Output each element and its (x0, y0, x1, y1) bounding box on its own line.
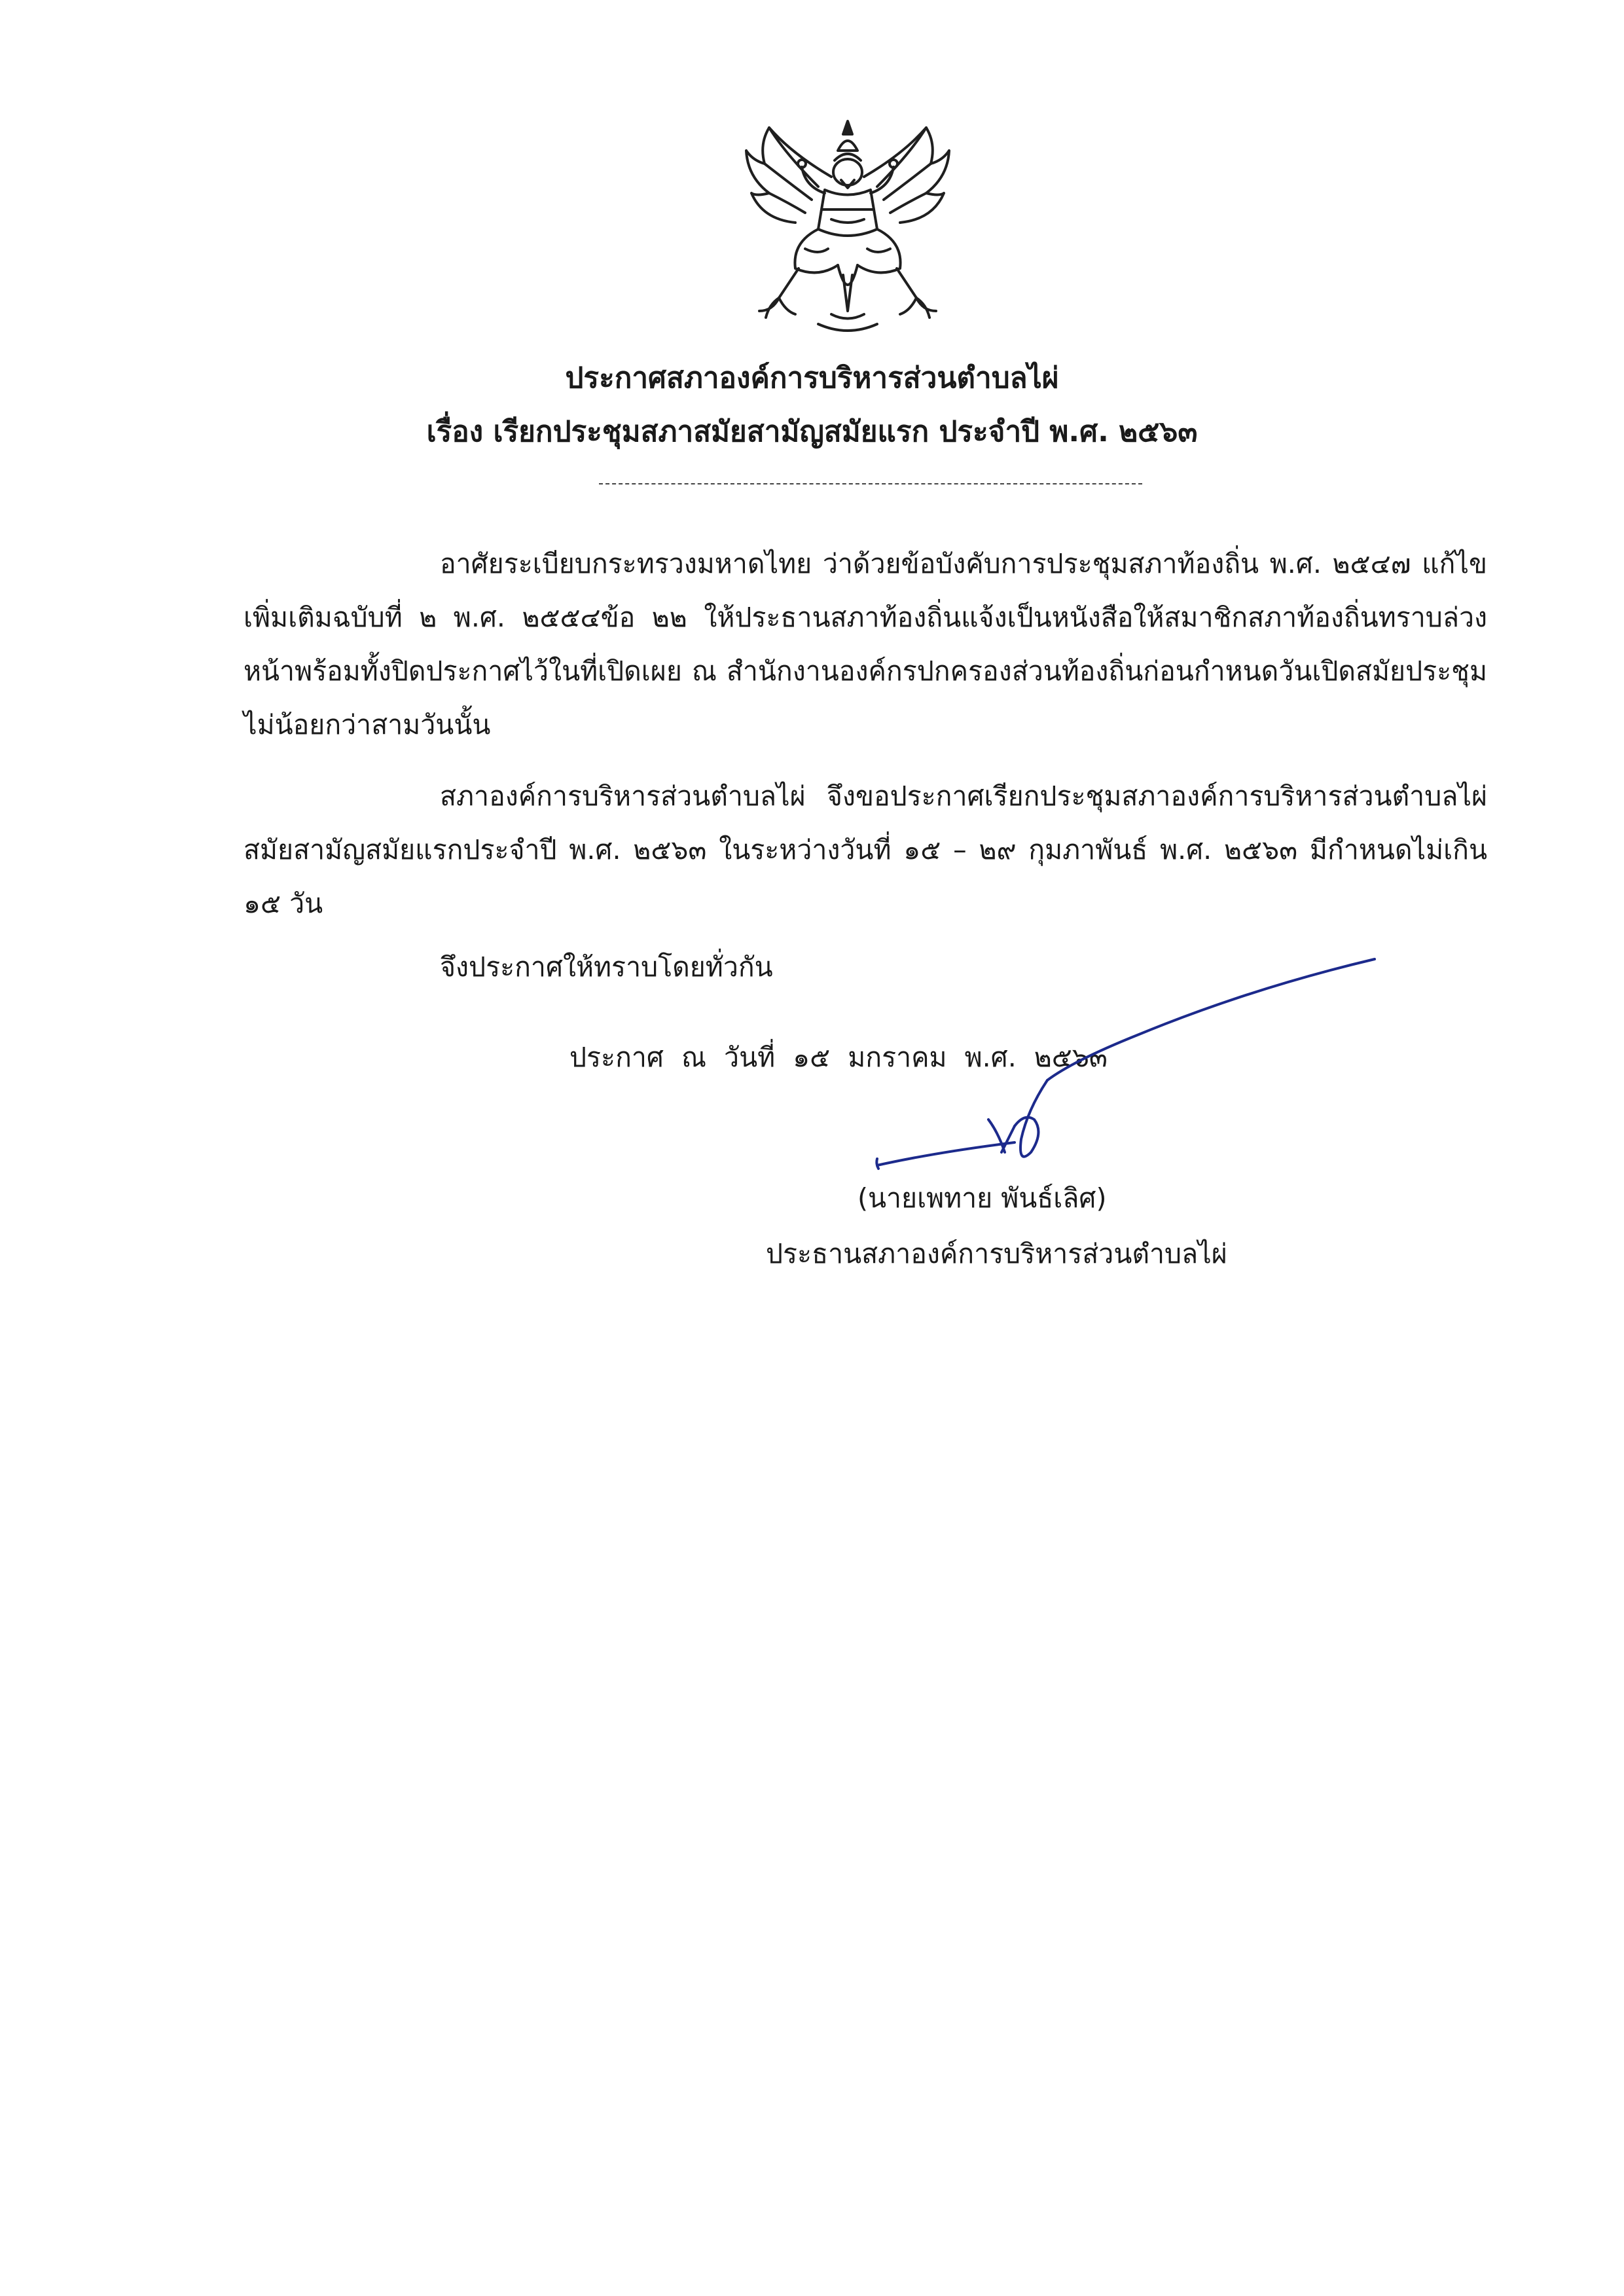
body-paragraph-1: อาศัยระเบียบกระทรวงมหาดไทย ว่าด้วยข้อบังคับการประชุมสภาท้องถิ่น พ.ศ. ๒๕๔๗ แก้ไขเพิ่มเติมฉบับที่ ๒ พ.ศ. ๒๕๕๔ข้อ ๒๒ ให้ประธานสภาท้องถิ่นแจ้งเป็นหนังสือให้สมาชิกสภาท้องถิ่นทราบล่วงหน้าพร้อมทั้งปิดประกาศไว้ในที่เปิดเผย ณ สำนักงานองค์กรปกครองส่วนท้องถิ่นก่อนกำหนดวันเปิดสมัยประชุมไม่น้อยกว่าสามวันนั้น (244, 548, 1487, 740)
signer-name: (นายเพทาย พันธ์เลิศ) (857, 1182, 1107, 1214)
announcement-subject: เรื่อง เรียกประชุมสภาสมัยสามัญสมัยแรก ประจำปี พ.ศ. ๒๕๖๓ (426, 415, 1198, 448)
closing-statement: จึงประกาศให้ทราบโดยทั่วกัน (440, 951, 773, 983)
title-divider (599, 483, 1142, 484)
signer-title: ประธานสภาองค์การบริหารส่วนตำบลไผ่ (766, 1238, 1227, 1269)
announcement-title: ประกาศสภาองค์การบริหารส่วนตำบลไผ่ (565, 361, 1059, 395)
handwritten-signature (857, 956, 1381, 1205)
announcement-date: ประกาศ ณ วันที่ ๑๕ มกราคม พ.ศ. ๒๕๖๓ (569, 1042, 1108, 1073)
body-paragraph-2: สภาองค์การบริหารส่วนตำบลไผ่ จึงขอประกาศเรียกประชุมสภาองค์การบริหารส่วนตำบลไผ่ สมัยสามัญสมัยแรกประจำปี พ.ศ. ๒๕๖๓ ในระหว่างวันที่ ๑๕ – ๒๙ กุมภาพันธ์ พ.ศ. ๒๕๖๓ มีกำหนดไม่เกิน ๑๕ วัน (244, 780, 1487, 919)
garuda-emblem-icon (740, 115, 956, 340)
